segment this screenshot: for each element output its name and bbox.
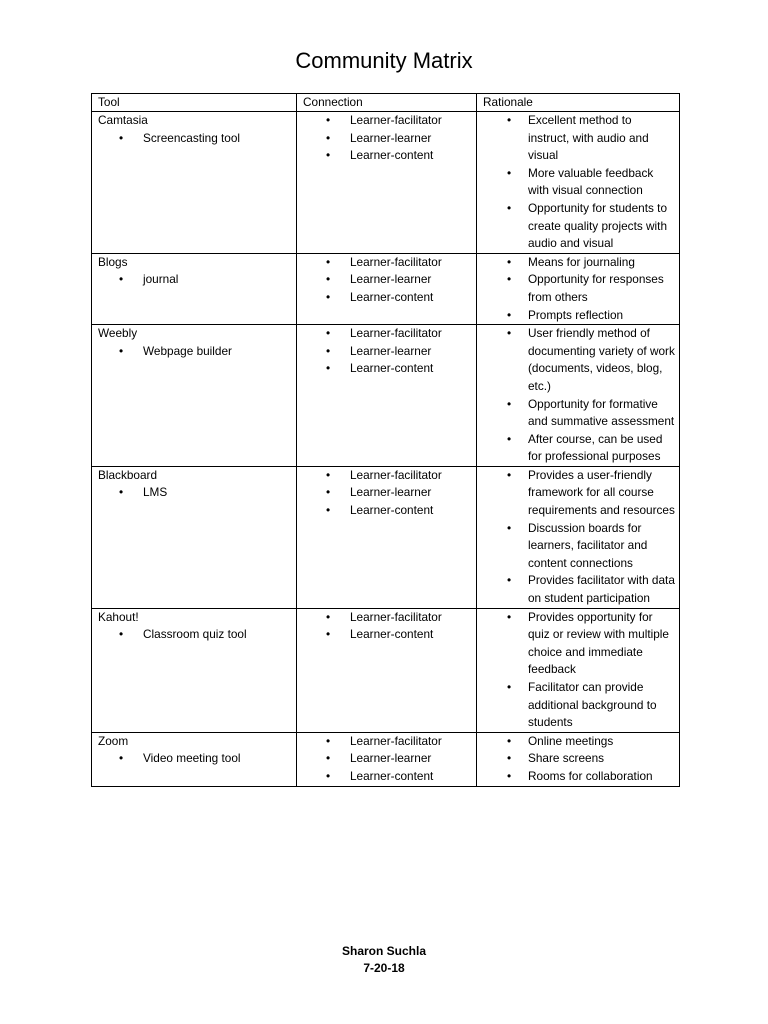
connection-item-text: Learner-facilitator bbox=[350, 254, 442, 269]
bullet-icon: • bbox=[507, 573, 512, 588]
connection-item bbox=[303, 484, 472, 502]
rationale-item-text: Facilitator can provide additional background to students bbox=[528, 680, 657, 730]
connection-cell bbox=[297, 253, 477, 324]
bullet-icon: • bbox=[119, 485, 124, 500]
bullet-icon: • bbox=[326, 733, 331, 748]
connection-cell bbox=[297, 732, 477, 786]
footer-date: 7-20-18 bbox=[363, 961, 405, 975]
connection-list bbox=[303, 112, 472, 165]
tool-description bbox=[98, 484, 292, 502]
connection-item bbox=[303, 750, 472, 768]
tool-description-text: Video meeting tool bbox=[143, 751, 241, 766]
tool-description bbox=[98, 750, 292, 768]
connection-list bbox=[303, 325, 472, 378]
connection-cell bbox=[297, 112, 477, 254]
table-header-row bbox=[92, 94, 680, 112]
bullet-icon: • bbox=[507, 431, 512, 446]
connection-item bbox=[303, 502, 472, 520]
rationale-item-text: Rooms for collaboration bbox=[528, 768, 653, 783]
rationale-item-text: Means for journaling bbox=[528, 254, 635, 269]
bullet-icon: • bbox=[119, 130, 124, 145]
bullet-icon: • bbox=[507, 680, 512, 694]
rationale-item-text: Opportunity for formative and summative assessment bbox=[528, 396, 675, 429]
tool-name: Weebly bbox=[98, 326, 138, 341]
bullet-icon: • bbox=[119, 343, 124, 358]
rationale-item-text: Share screens bbox=[528, 751, 605, 766]
rationale-item-text: Provides facilitator with data on student participation bbox=[528, 573, 675, 606]
bullet-icon: • bbox=[119, 751, 124, 766]
tool-cell bbox=[92, 253, 297, 324]
connection-item bbox=[303, 112, 472, 130]
bullet-icon: • bbox=[507, 254, 512, 269]
tool-description-list bbox=[98, 484, 292, 502]
rationale-cell bbox=[477, 608, 680, 732]
bullet-icon: • bbox=[507, 609, 512, 624]
rationale-cell bbox=[477, 732, 680, 786]
connection-item bbox=[303, 271, 472, 289]
bullet-icon: • bbox=[326, 254, 331, 269]
document-title: Community Matrix bbox=[295, 48, 473, 73]
bullet-icon: • bbox=[326, 485, 331, 500]
bullet-icon: • bbox=[326, 272, 331, 287]
bullet-icon: • bbox=[119, 272, 124, 287]
bullet-icon: • bbox=[326, 361, 331, 376]
rationale-cell bbox=[477, 253, 680, 324]
rationale-list bbox=[483, 733, 675, 786]
connection-item bbox=[303, 254, 472, 272]
rationale-item bbox=[483, 572, 675, 607]
connection-item bbox=[303, 360, 472, 378]
bullet-icon: • bbox=[507, 113, 512, 127]
connection-item-text: Learner-facilitator bbox=[350, 326, 442, 341]
connection-item-text: Learner-facilitator bbox=[350, 467, 442, 482]
tool-cell bbox=[92, 112, 297, 254]
table-row bbox=[92, 112, 680, 254]
rationale-item-text: Excellent method to instruct, with audio and visual bbox=[528, 113, 649, 163]
rationale-cell bbox=[477, 325, 680, 467]
rationale-item bbox=[483, 325, 675, 395]
connection-list bbox=[303, 467, 472, 520]
tool-description-text: journal bbox=[143, 272, 179, 287]
tool-name: Camtasia bbox=[98, 113, 148, 127]
bullet-icon: • bbox=[507, 467, 512, 482]
connection-item-text: Learner-content bbox=[350, 361, 434, 376]
tool-description-list bbox=[98, 271, 292, 289]
footer-author: Sharon Suchla bbox=[341, 944, 427, 958]
connection-item-text: Learner-content bbox=[350, 627, 434, 642]
connection-item-text: Learner-learner bbox=[350, 485, 432, 500]
rationale-item bbox=[483, 396, 675, 431]
rationale-item-text: Opportunity for students to create quality projects with audio and visual bbox=[528, 200, 668, 251]
connection-item bbox=[303, 147, 472, 165]
bullet-icon: • bbox=[326, 113, 331, 127]
rationale-item-text: Provides opportunity for quiz or review with multiple choice and immediate feedback bbox=[528, 609, 669, 677]
table-body bbox=[92, 112, 680, 787]
tool-description-list bbox=[98, 626, 292, 644]
connection-item-text: Learner-content bbox=[350, 503, 434, 518]
connection-item-text: Learner-learner bbox=[350, 272, 432, 287]
rationale-item bbox=[483, 307, 675, 325]
connection-item bbox=[303, 130, 472, 148]
bullet-icon: • bbox=[507, 396, 512, 411]
connection-item bbox=[303, 609, 472, 627]
connection-list bbox=[303, 254, 472, 307]
connection-list bbox=[303, 609, 472, 644]
tool-description bbox=[98, 343, 292, 361]
connection-list bbox=[303, 733, 472, 786]
bullet-icon: • bbox=[507, 768, 512, 783]
rationale-list bbox=[483, 254, 675, 324]
rationale-item-text: More valuable feedback with visual connection bbox=[528, 165, 654, 198]
connection-item-text: Learner-content bbox=[350, 768, 434, 783]
bullet-icon: • bbox=[326, 467, 331, 482]
rationale-list bbox=[483, 467, 675, 608]
column-header-rationale: Rationale bbox=[477, 94, 680, 112]
connection-item-text: Learner-content bbox=[350, 148, 434, 163]
connection-item bbox=[303, 768, 472, 786]
connection-item bbox=[303, 289, 472, 307]
bullet-icon: • bbox=[507, 165, 512, 180]
table-row bbox=[92, 608, 680, 732]
rationale-item-text: User friendly method of documenting variety of work (documents, videos, blog, etc.) bbox=[528, 326, 675, 393]
bullet-icon: • bbox=[507, 200, 512, 215]
table-row bbox=[92, 732, 680, 786]
connection-cell bbox=[297, 325, 477, 467]
connection-item-text: Learner-learner bbox=[350, 343, 432, 358]
tool-description bbox=[98, 130, 292, 148]
tool-cell bbox=[92, 732, 297, 786]
rationale-item bbox=[483, 254, 675, 272]
connection-item-text: Learner-learner bbox=[350, 130, 432, 145]
rationale-list bbox=[483, 112, 675, 253]
rationale-item bbox=[483, 679, 675, 732]
bullet-icon: • bbox=[326, 289, 331, 304]
community-matrix-table bbox=[91, 93, 680, 787]
connection-item-text: Learner-learner bbox=[350, 751, 432, 766]
tool-description-text: LMS bbox=[143, 485, 168, 500]
tool-description-list bbox=[98, 130, 292, 148]
bullet-icon: • bbox=[326, 343, 331, 358]
tool-description-text: Webpage builder bbox=[143, 343, 232, 358]
rationale-item bbox=[483, 271, 675, 306]
rationale-cell bbox=[477, 112, 680, 254]
rationale-item bbox=[483, 200, 675, 253]
rationale-item-text: After course, can be used for professional purposes bbox=[528, 431, 663, 464]
bullet-icon: • bbox=[326, 751, 331, 766]
rationale-item bbox=[483, 609, 675, 679]
connection-item-text: Learner-content bbox=[350, 289, 434, 304]
connection-item-text: Learner-facilitator bbox=[350, 733, 442, 748]
column-header-connection: Connection bbox=[297, 94, 477, 112]
table-row bbox=[92, 325, 680, 467]
bullet-icon: • bbox=[507, 520, 512, 535]
tool-cell bbox=[92, 466, 297, 608]
rationale-item-text: Provides a user-friendly framework for all course requirements and resources bbox=[528, 467, 675, 518]
bullet-icon: • bbox=[326, 326, 331, 341]
connection-item bbox=[303, 733, 472, 751]
tool-name: Zoom bbox=[98, 733, 129, 748]
tool-description bbox=[98, 271, 292, 289]
rationale-item bbox=[483, 467, 675, 520]
tool-description bbox=[98, 626, 292, 644]
bullet-icon: • bbox=[119, 627, 124, 642]
table-row bbox=[92, 253, 680, 324]
tool-cell bbox=[92, 325, 297, 467]
tool-description-text: Screencasting tool bbox=[143, 130, 241, 145]
bullet-icon: • bbox=[507, 272, 512, 287]
rationale-item bbox=[483, 750, 675, 768]
connection-cell bbox=[297, 466, 477, 608]
bullet-icon: • bbox=[326, 609, 331, 624]
rationale-item bbox=[483, 165, 675, 200]
rationale-cell bbox=[477, 466, 680, 608]
connection-item-text: Learner-facilitator bbox=[350, 113, 442, 127]
tool-description-list bbox=[98, 343, 292, 361]
table-row bbox=[92, 466, 680, 608]
column-header-tool: Tool bbox=[92, 94, 297, 112]
bullet-icon: • bbox=[507, 751, 512, 766]
connection-item bbox=[303, 626, 472, 644]
connection-item bbox=[303, 343, 472, 361]
bullet-icon: • bbox=[326, 768, 331, 783]
connection-item-text: Learner-facilitator bbox=[350, 609, 442, 624]
rationale-item bbox=[483, 768, 675, 786]
connection-item bbox=[303, 467, 472, 485]
bullet-icon: • bbox=[326, 503, 331, 518]
bullet-icon: • bbox=[326, 627, 331, 642]
rationale-item bbox=[483, 733, 675, 751]
bullet-icon: • bbox=[326, 130, 331, 145]
rationale-item-text: Opportunity for responses from others bbox=[528, 272, 664, 304]
rationale-item-text: Prompts reflection bbox=[528, 307, 624, 322]
bullet-icon: • bbox=[507, 733, 512, 748]
rationale-item bbox=[483, 520, 675, 573]
tool-description-list bbox=[98, 750, 292, 768]
rationale-item bbox=[483, 431, 675, 466]
tool-cell bbox=[92, 608, 297, 732]
tool-name: Kahout! bbox=[98, 609, 139, 624]
tool-name: Blogs bbox=[98, 254, 128, 269]
bullet-icon: • bbox=[507, 326, 512, 341]
tool-description-text: Classroom quiz tool bbox=[143, 627, 247, 642]
bullet-icon: • bbox=[507, 307, 512, 322]
tool-name: Blackboard bbox=[98, 467, 158, 482]
rationale-list bbox=[483, 325, 675, 466]
rationale-item-text: Online meetings bbox=[528, 733, 614, 748]
rationale-list bbox=[483, 609, 675, 732]
rationale-item-text: Discussion boards for learners, facilitator and content connections bbox=[528, 520, 648, 570]
bullet-icon: • bbox=[326, 148, 331, 163]
connection-item bbox=[303, 325, 472, 343]
rationale-item bbox=[483, 112, 675, 165]
connection-cell bbox=[297, 608, 477, 732]
